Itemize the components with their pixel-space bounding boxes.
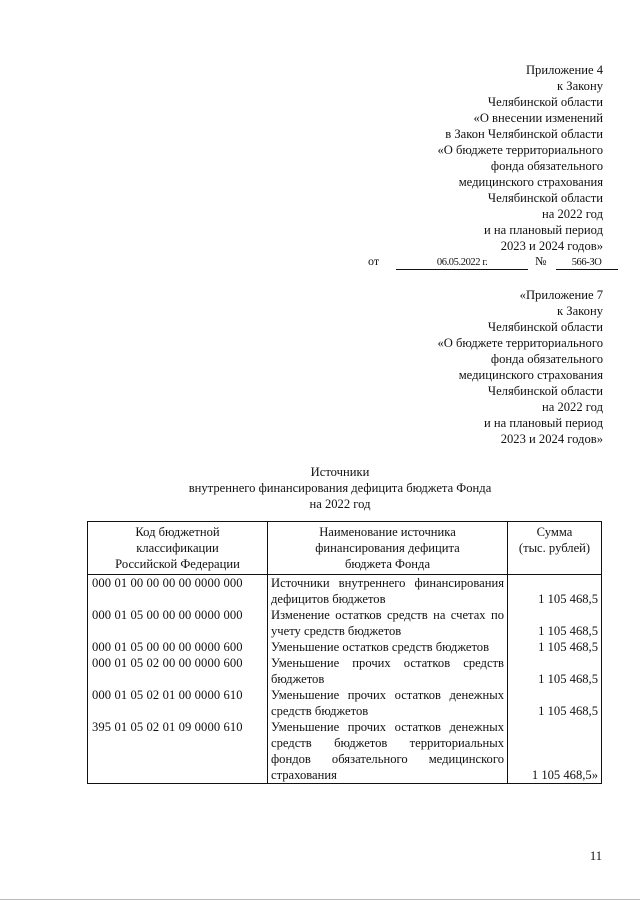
title-line: внутреннего финансирования дефицита бюджета Фонда (188, 481, 492, 495)
table-row (88, 639, 602, 655)
header2-line: 2023 и 2024 годов» (500, 432, 603, 446)
table-row (88, 687, 602, 719)
header2-line: «Приложение 7 (519, 288, 603, 302)
header-line: «О внесении изменений (473, 111, 603, 125)
budget-code: 000 01 05 00 00 00 0000 600 (88, 639, 268, 655)
header2-line: «О бюджете территориального (437, 336, 603, 350)
appendix-header (437, 62, 603, 254)
document-title (130, 464, 550, 512)
source-name: Уменьшение остатков средств бюджетов (268, 639, 508, 655)
table-row (88, 607, 602, 639)
header-line: Приложение 4 (525, 63, 603, 77)
header2-line: фонда обязательного (490, 352, 603, 366)
budget-code: 000 01 05 00 00 00 0000 000 (88, 607, 268, 639)
header2-line: Челябинской области (487, 320, 603, 334)
amount: 1 105 468,5 (508, 639, 602, 655)
header2-line: на 2022 год (541, 400, 603, 414)
header-line: к Закону (557, 79, 603, 93)
amount: 1 105 468,5 (508, 575, 602, 608)
header-line: в Закон Челябинской области (445, 127, 603, 141)
title-line: Источники (310, 465, 370, 479)
decree-number: 566-ЗО (556, 256, 618, 270)
appendix-header-original (437, 287, 603, 447)
header-line: 2023 и 2024 годов» (500, 239, 603, 253)
source-name: Уменьшение прочих остатков денежных средств бюджетов территориальных фондов обязательного медицинского страхования (268, 719, 508, 784)
decree-reference (368, 253, 618, 270)
decree-from-label: от (368, 254, 380, 268)
scan-edge-divider (0, 899, 640, 900)
decree-number-label: № (535, 254, 547, 268)
header2-line: и на плановый период (483, 416, 603, 430)
source-name: Уменьшение прочих остатков средств бюджетов (268, 655, 508, 687)
header-line: фонда обязательного (490, 159, 603, 173)
header-line: «О бюджете территориального (437, 143, 603, 157)
financing-sources-table (87, 521, 602, 784)
page-number: 11 (589, 849, 602, 863)
header-line: Челябинской области (487, 95, 603, 109)
budget-code: 000 01 00 00 00 00 0000 000 (88, 575, 268, 608)
title-line: на 2022 год (309, 497, 371, 511)
amount: 1 105 468,5 (508, 607, 602, 639)
source-name: Уменьшение прочих остатков денежных средств бюджетов (268, 687, 508, 719)
header-line: на 2022 год (541, 207, 603, 221)
column-header-name: Наименование источника финансирования дефицита бюджета Фонда (268, 522, 508, 575)
amount: 1 105 468,5 (508, 687, 602, 719)
header-line: медицинского страхования (458, 175, 603, 189)
source-name: Изменение остатков средств на счетах по учету средств бюджетов (268, 607, 508, 639)
source-name: Источники внутреннего финансирования дефицитов бюджетов (268, 575, 508, 608)
table-row (88, 719, 602, 784)
header-line: Челябинской области (487, 191, 603, 205)
header2-line: медицинского страхования (458, 368, 603, 382)
amount: 1 105 468,5» (508, 719, 602, 784)
budget-code: 000 01 05 02 01 00 0000 610 (88, 687, 268, 719)
column-header-code: Код бюджетной классификации Российской Федерации (88, 522, 268, 575)
header2-line: Челябинской области (487, 384, 603, 398)
column-header-amount: Сумма (тыс. рублей) (508, 522, 602, 575)
table-header-row (88, 522, 602, 575)
amount: 1 105 468,5 (508, 655, 602, 687)
header-line: и на плановый период (483, 223, 603, 237)
header2-line: к Закону (557, 304, 603, 318)
table-row (88, 575, 602, 608)
budget-code: 000 01 05 02 00 00 0000 600 (88, 655, 268, 687)
decree-date: 06.05.2022 г. (396, 256, 528, 270)
table-row (88, 655, 602, 687)
budget-code: 395 01 05 02 01 09 0000 610 (88, 719, 268, 784)
